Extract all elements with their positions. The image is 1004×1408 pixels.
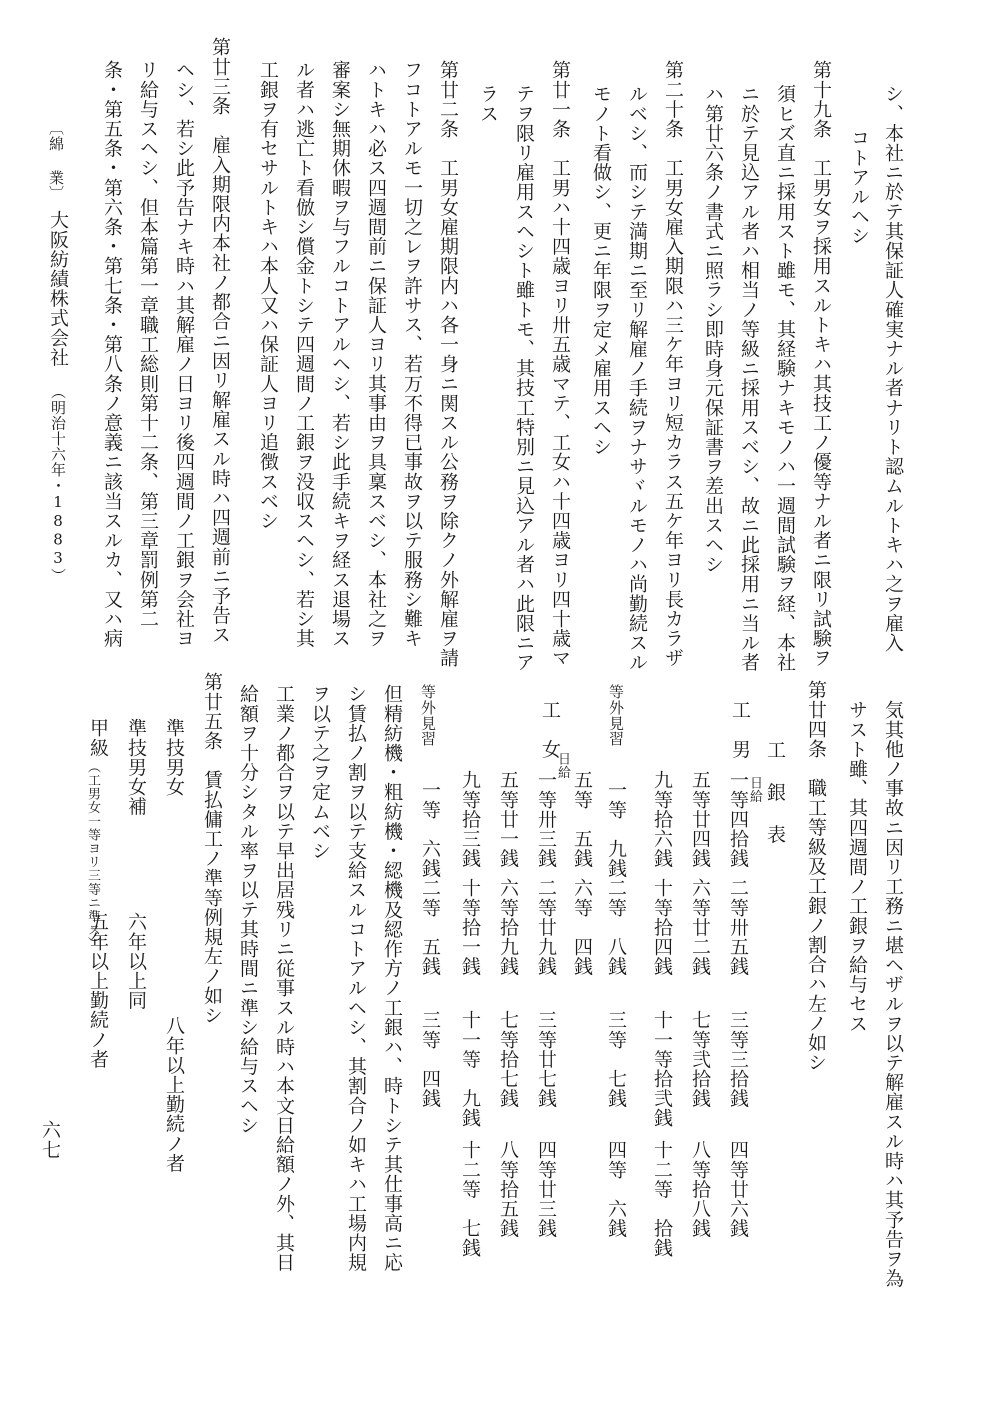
text-column: ハ第廿六条ノ書式ニ照ラシ即時身元保証書ヲ差出スヘシ xyxy=(702,84,724,574)
text-column: 給額ヲ十分シタル率ヲ以テ其時間ニ準シ給与スヘシ xyxy=(237,684,259,1135)
text-column: ハトキハ必ス四週間前ニ保証人ヨリ其事由ヲ具稟スベシ、本社之ヲ xyxy=(365,60,387,648)
wage-cell: 二等 八銭 xyxy=(605,878,627,976)
text-column: ヘシ、若シ此予告ナキ時ハ其解雇ノ日ヨリ後四週間ノ工銀ヲ会社ヨ xyxy=(173,60,195,648)
wage-cell: 十二等 拾銭 xyxy=(651,1140,673,1258)
wage-cell: 三等廿七銭 xyxy=(535,1010,557,1108)
group-label: 工 女 xyxy=(539,700,561,759)
footer-date: （明治十六年・1883） xyxy=(49,384,67,584)
text-column: ルベシ、而シテ満期ニ至リ解雇ノ手続ヲナサヾルモノハ尚勤続スル xyxy=(626,84,648,672)
wage-cell: 十等拾一銭 xyxy=(459,878,481,976)
grade-name: 準技男女補 xyxy=(125,718,147,816)
grade-term: 六年以上同 xyxy=(125,912,147,1010)
wage-cell: 三等三拾銭 xyxy=(727,1010,749,1108)
wage-cell: 五等廿四銭 xyxy=(689,770,711,868)
wage-cell: 四等廿六銭 xyxy=(727,1140,749,1238)
text-column: 審案シ無期休暇ヲ与フルコトアルヘシ、若シ此手続キヲ経ス退場ス xyxy=(329,60,351,648)
text-column: 気其他ノ事故ニ因リ工務ニ堪ヘザルヲ以テ解雇スル時ハ其予告ヲ為 xyxy=(882,700,904,1288)
article-22: 第廿二条 工男女雇期限内ハ各一身ニ関スル公務ヲ除クノ外解雇ヲ請 xyxy=(437,60,459,668)
wage-cell: 六等廿二銭 xyxy=(689,878,711,976)
text-column: シ賃払ノ割ヲ以テ支給スルコトアルヘシ、其割合ノ如キハ工場内規 xyxy=(345,684,367,1272)
grade-term: 五年以上勤続ノ者 xyxy=(87,912,109,1069)
text-column: 須ヒズ直ニ採用スト雖モ、其経験ナキモノハ一週間試験ヲ経、本社 xyxy=(774,84,796,672)
wage-cell: 四等 六銭 xyxy=(605,1140,627,1238)
wage-cell: 九等拾三銭 xyxy=(459,770,481,868)
text-column: ル者ハ逃亡ト看倣シ償金トシテ四週間ノ工銀ヲ没収スヘシ、若シ其 xyxy=(293,60,315,648)
group-label: 等外見習 xyxy=(419,684,437,747)
article-25: 第廿五条 賃払傭工ノ準等例規左ノ如シ xyxy=(201,672,223,1025)
wage-cell: 六等拾九銭 xyxy=(497,878,519,976)
wage-cell: 一等 九銭 xyxy=(605,780,627,878)
grade-term: 八年以上勤続ノ者 xyxy=(163,1016,185,1173)
wage-cell: 八等拾五銭 xyxy=(497,1140,519,1238)
wage-cell: 九等拾六銭 xyxy=(651,770,673,868)
wage-cell: 二等卅五銭 xyxy=(727,878,749,976)
text-column: ニ於テ見込アル者ハ相当ノ等級ニ採用スベシ、故ニ此採用ニ当ル者 xyxy=(738,84,760,672)
text-column: ヲ以テ之ヲ定ムベシ xyxy=(309,684,331,861)
text-column: 但精紡機・粗紡機・綛機及綛作方ノ工銀ハ、時トシテ其仕事高ニ応 xyxy=(381,684,403,1272)
text-column: テヲ限リ雇用スヘシト雖トモ、其技工特別ニ見込アル者ハ此限ニア xyxy=(513,84,535,672)
article-20: 第二十条 工男女雇入期限ハ三ケ年ヨリ短カラス五ケ年ヨリ長カラザ xyxy=(662,60,684,668)
wage-cell: 二等廿九銭 xyxy=(535,878,557,976)
article-23: 第廿三条 雇入期限内本社ノ都合ニ因リ解雇スル時ハ四週前ニ予告ス xyxy=(209,37,231,645)
wage-cell: 十一等拾弐銭 xyxy=(651,1010,673,1128)
text-column: リ給与スヘシ、但本篇第一章職工総則第十二条、第三章罰例第二 xyxy=(137,60,159,629)
footer-company: 大阪紡績株式会社 xyxy=(47,210,69,367)
group-label: 等外見習 xyxy=(607,684,625,747)
text-column: フコトアルモ一切之レヲ許サス、若万不得已事故ヲ以テ服務シ難キ xyxy=(401,60,423,648)
wage-cell: 一等 六銭 xyxy=(419,780,441,878)
text-column: モノト看做シ、更ニ年限ヲ定メ雇用スヘシ xyxy=(590,84,612,457)
wage-cell: 五等 五銭 xyxy=(571,770,593,868)
wage-cell: 七等弐拾銭 xyxy=(689,1010,711,1108)
text-column: 条・第五条・第六条・第七条・第八条ノ意義ニ該当スルカ、又ハ病 xyxy=(101,60,123,648)
unit-note: 日給 xyxy=(555,752,570,780)
article-21: 第廿一条 工男ハ十四歳ヨリ卅五歳マテ、工女ハ十四歳ヨリ四十歳マ xyxy=(549,60,571,668)
article-19: 第十九条 工男女ヲ採用スルトキハ其技工ノ優等ナル者ニ限リ試験ヲ xyxy=(810,60,832,668)
article-24: 第廿四条 職工等級及工銀ノ割合ハ左ノ如シ xyxy=(805,680,827,1072)
group-label: 工 男 xyxy=(729,700,751,759)
text-column: 工業ノ都合ヲ以テ早出居残リニ従事スル時ハ本文日給額ノ外、其日 xyxy=(273,684,295,1272)
wage-cell: 三等 七銭 xyxy=(605,1010,627,1108)
unit-note: 日給 xyxy=(747,776,762,804)
wage-table-title: 工 銀 表 xyxy=(764,740,786,844)
text-column: シ、本社ニ於テ其保証人確実ナル者ナリト認ムルトキハ之ヲ雇入 xyxy=(882,84,904,653)
text-column: サスト雖、其四週間ノ工銀ヲ給与セス xyxy=(846,700,868,1034)
wage-cell: 三等 四銭 xyxy=(419,1010,441,1108)
text-column: コトアルヘシ xyxy=(848,128,870,246)
grade-name: 甲級 xyxy=(87,718,109,758)
wage-cell: 一等卅三銭 xyxy=(535,770,557,868)
wage-cell: 四等廿三銭 xyxy=(535,1140,557,1238)
wage-cell: 二等 五銭 xyxy=(419,878,441,976)
page-number: 六七 xyxy=(39,1120,61,1160)
footer-category: 〔綿 業〕 xyxy=(47,120,65,201)
wage-cell: 六等 四銭 xyxy=(571,878,593,976)
wage-cell: 八等拾八銭 xyxy=(689,1140,711,1238)
wage-cell: 七等拾七銭 xyxy=(497,1010,519,1108)
grade-note: （工男女一等ヨリ三等ニ準ス） xyxy=(85,760,100,951)
text-column: 工銀ヲ有セサルトキハ本人又ハ保証人ヨリ追徴スベシ xyxy=(257,60,279,531)
wage-cell: 五等廿一銭 xyxy=(497,770,519,868)
grade-name: 準技男女 xyxy=(163,718,185,797)
wage-cell: 十二等 七銭 xyxy=(459,1140,481,1258)
text-column: ラス xyxy=(477,84,499,124)
wage-cell: 十等拾四銭 xyxy=(651,878,673,976)
wage-cell: 十一等 九銭 xyxy=(459,1010,481,1128)
wage-cell: 一等四拾銭 xyxy=(727,770,749,868)
